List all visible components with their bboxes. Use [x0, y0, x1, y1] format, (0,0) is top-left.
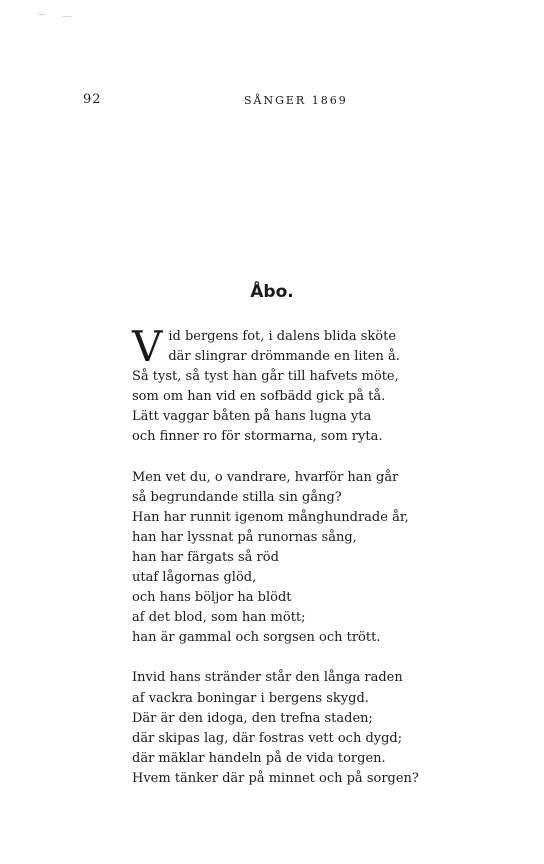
scan-mark: [63, 16, 71, 17]
poem-line: utaf lågornas glöd,: [132, 570, 257, 586]
poem-line: och finner ro för stormarna, som ryta.: [132, 429, 383, 445]
poem-line: Så tyst, så tyst han går till hafvets möte,: [132, 369, 399, 385]
poem-line: där mäklar handeln på de vida torgen.: [132, 750, 386, 766]
poem-line: Där är den idoga, den trefna staden;: [132, 710, 373, 726]
poem-line: han har lyssnat på runornas sång,: [132, 529, 357, 545]
scan-mark: [38, 14, 46, 15]
stanza-1: [132, 322, 532, 448]
poem-line: så begrundande stilla sin gång?: [132, 489, 342, 505]
poem-line: af vackra boningar i bergens skygd.: [132, 690, 369, 706]
poem-line: af det blod, som han mött;: [132, 610, 306, 626]
drop-cap: V: [132, 322, 163, 371]
poem-line: Hvem tänker där på minnet och på sorgen?: [132, 770, 419, 786]
poem-line: som om han vid en sofbädd gick på tå.: [132, 389, 386, 405]
poem-line: där slingrar drömmande en liten å.: [168, 349, 400, 365]
poem-line: han är gammal och sorgsen och trött.: [132, 630, 381, 646]
poem-line-text: id bergens fot, i dalens blida sköte: [168, 329, 397, 344]
running-head: SÅNGER 1869: [244, 94, 348, 107]
poem-body: [132, 322, 532, 809]
poem-line: han har färgats så röd: [132, 549, 279, 565]
poem-line: Men vet du, o vandrare, hvarför han går: [132, 469, 399, 485]
poem-line: och hans böljor ha blödt: [132, 590, 292, 606]
poem-line: Invid hans stränder står den långa raden: [132, 670, 403, 686]
stanza-2: [132, 468, 532, 649]
page-number: 92: [83, 92, 102, 107]
poem-line: där skipas lag, där fostras vett och dygd;: [132, 730, 403, 746]
stanza-3: [132, 668, 532, 789]
poem-line: Han har runnit igenom månghundrade år,: [132, 509, 409, 525]
poem-title: Åbo.: [250, 282, 294, 302]
poem-line: Lätt vaggar båten på hans lugna yta: [132, 409, 372, 425]
